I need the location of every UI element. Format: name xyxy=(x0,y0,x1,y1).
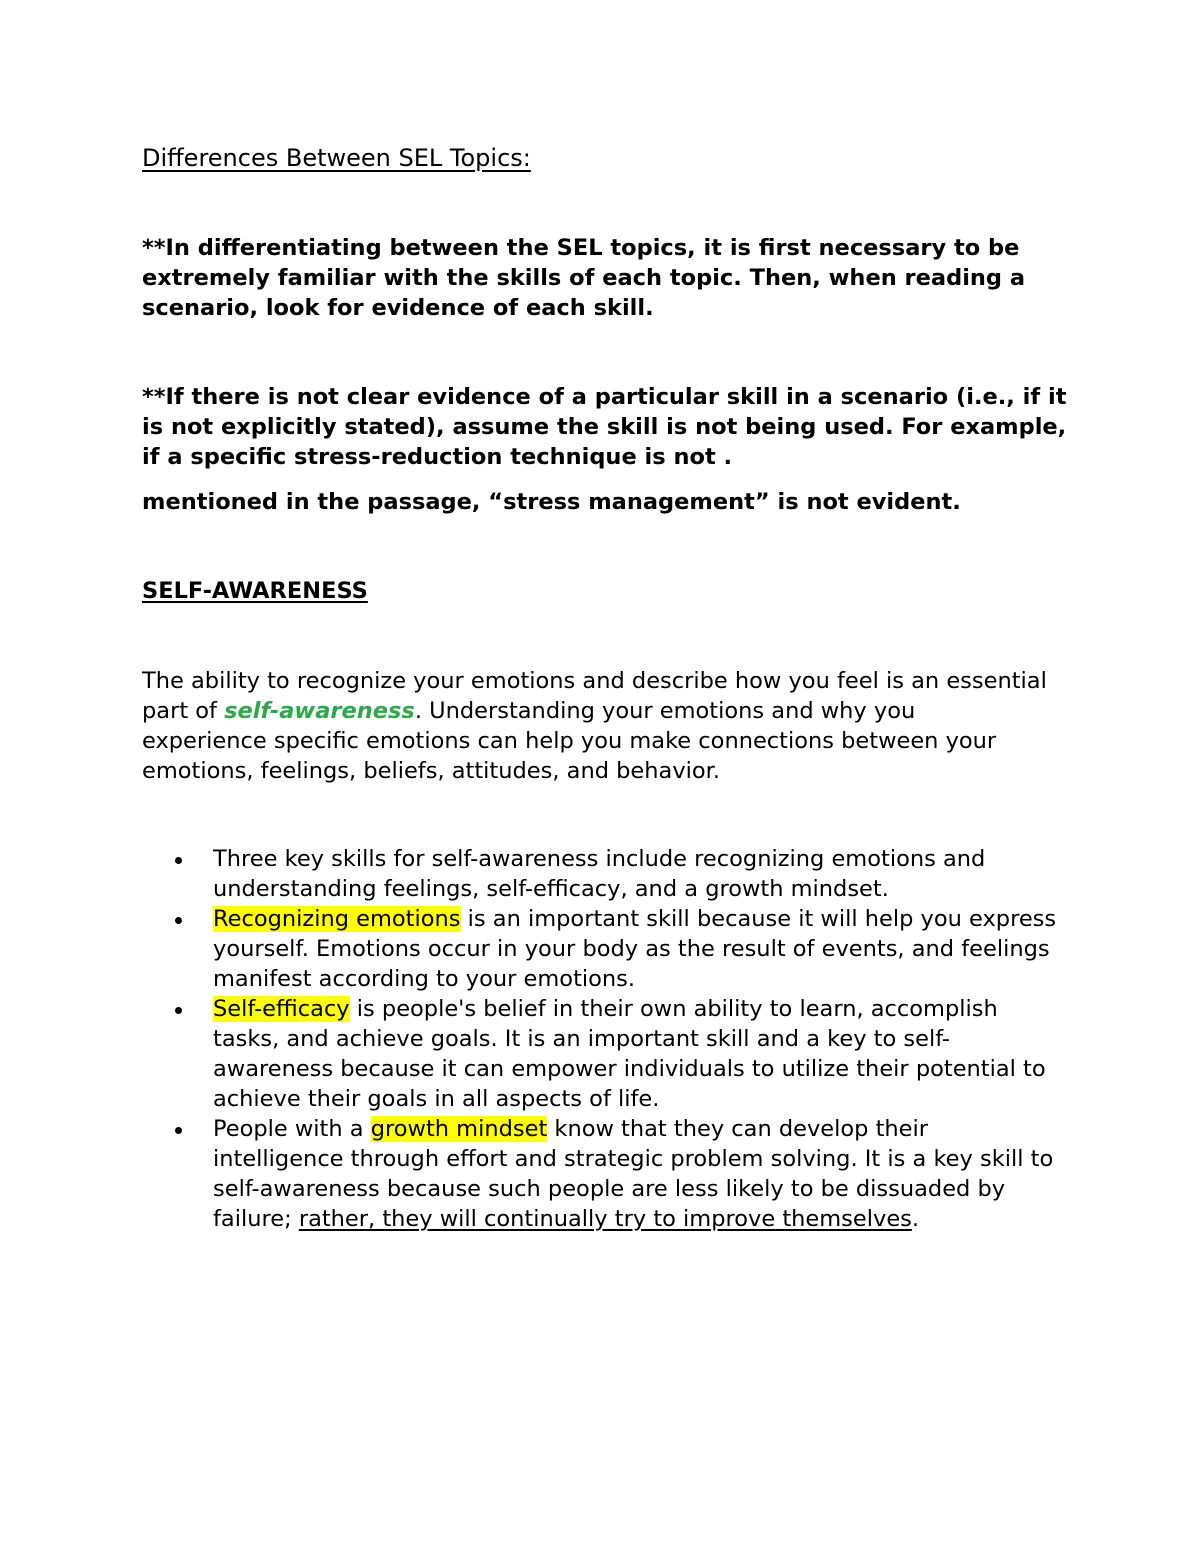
bullet-text-start: People with a xyxy=(213,1116,371,1142)
section-heading-self-awareness: SELF-AWARENESS xyxy=(142,578,368,604)
bullet-dot-icon xyxy=(175,857,182,864)
intro-text-start: The ability to recognize your emotions and describe how you feel is an essential part of xyxy=(142,668,1047,724)
highlighted-term-recognizing-emotions: Recognizing emotions xyxy=(213,906,461,932)
bullet-text-middle: know that they can develop their intelligence through effort and strategic problem solving. It is a key skill to self-awareness because such people are less likely to be dissuaded by failure; xyxy=(213,1116,1054,1232)
bullet-text-end: . xyxy=(911,1206,920,1232)
highlighted-term-growth-mindset: growth mindset xyxy=(370,1116,548,1142)
intro-paragraph xyxy=(142,666,1047,786)
skills-bullet-list xyxy=(0,844,1063,1234)
bullet-item-self-efficacy xyxy=(0,994,1063,1114)
bullet-text: is an important skill because it will help you express yourself. Emotions occur in your body as the result of events, and feelings manifest according to your emotions. xyxy=(213,906,1057,992)
bullet-dot-icon xyxy=(175,917,182,924)
instruction-note-3: mentioned in the passage, “stress management” is not evident. xyxy=(142,489,961,515)
bullet-dot-icon xyxy=(175,1127,182,1134)
bullet-dot-icon xyxy=(175,1007,182,1014)
underlined-phrase: rather, they will continually try to improve themselves xyxy=(298,1206,912,1232)
bullet-item-recognizing-emotions xyxy=(0,904,1063,994)
bullet-text: is people's belief in their own ability to learn, accomplish tasks, and achieve goals. It is an important skill and a key to self-awareness because it can empower individuals to utilize their potential to achieve their goals in all aspects of life. xyxy=(213,996,1046,1112)
instruction-note-2: **If there is not clear evidence of a particular skill in a scenario (i.e., if it is not explicitly stated), assume the skill is not being used. For example, if a specific stress-reduction technique is not . xyxy=(142,384,1067,470)
document-title: Differences Between SEL Topics: xyxy=(142,144,531,172)
bullet-text: Three key skills for self-awareness include recognizing emotions and understanding feelings, self-efficacy, and a growth mindset. xyxy=(213,846,986,902)
self-awareness-term: self-awareness xyxy=(224,698,415,724)
instruction-note-1: **In differentiating between the SEL topics, it is first necessary to be extremely familiar with the skills of each topic. Then, when reading a scenario, look for evidence of each skill. xyxy=(142,235,1026,321)
highlighted-term-self-efficacy: Self-efficacy xyxy=(213,996,350,1022)
intro-text-end: . Understanding your emotions and why you experience specific emotions can help you make connections between your emotions, feelings, beliefs, attitudes, and behavior. xyxy=(142,698,997,784)
bullet-item-key-skills xyxy=(0,844,1063,904)
bullet-item-growth-mindset xyxy=(0,1114,1063,1234)
